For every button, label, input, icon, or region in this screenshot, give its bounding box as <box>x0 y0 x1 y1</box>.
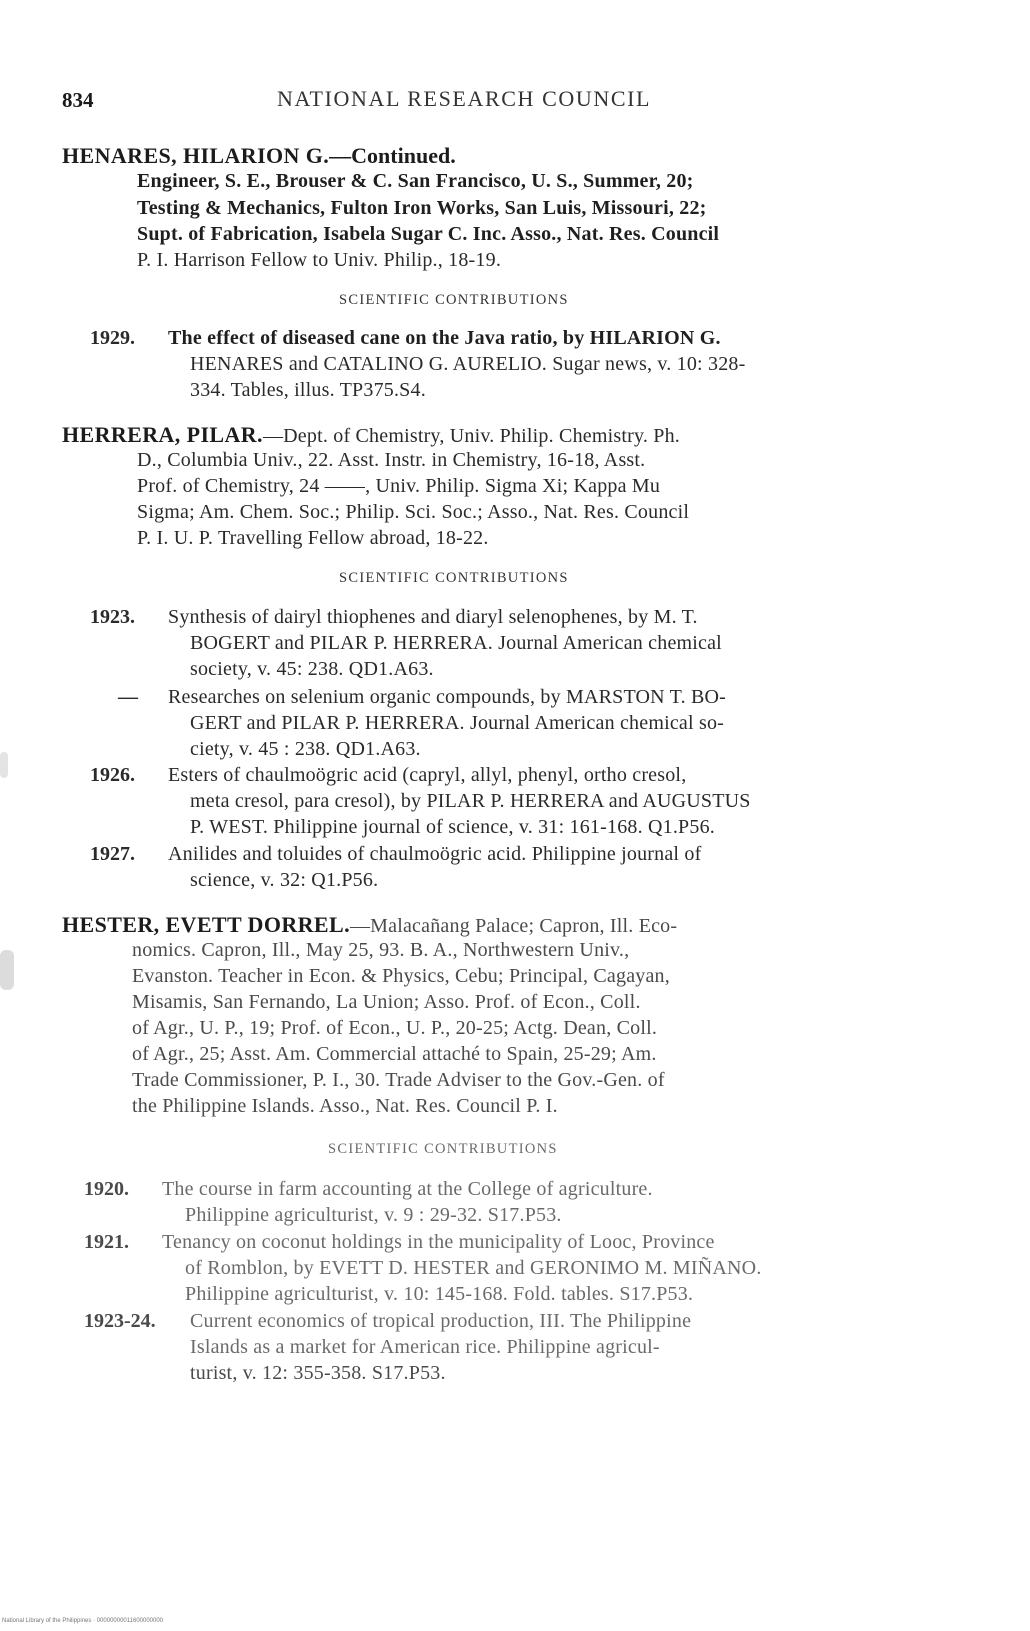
entry-line: nomics. Capron, Ill., May 25, 93. B. A., Northwestern Univ., <box>132 939 630 961</box>
entry-name: HERRERA, PILAR. <box>62 422 263 447</box>
contribution-year: 1927. <box>90 843 135 865</box>
contribution-line: HENARES and CATALINO G. AURELIO. Sugar news, v. 10: 328- <box>190 353 746 375</box>
scan-footer-note: National Library of the Philippines · 00000000011600000000 <box>2 1618 164 1624</box>
contribution-line: Tenancy on coconut holdings in the municipality of Looc, Province <box>162 1231 715 1253</box>
entry-line: Trade Commissioner, P. I., 30. Trade Adviser to the Gov.-Gen. of <box>132 1069 665 1091</box>
entry-line: —Malacañang Palace; Capron, Ill. Eco- <box>349 915 678 937</box>
entry-line: Sigma; Am. Chem. Soc.; Philip. Sci. Soc.; Asso., Nat. Res. Council <box>137 501 690 523</box>
contribution-line: The course in farm accounting at the College of agriculture. <box>162 1178 653 1200</box>
contribution-line: of Romblon, by EVETT D. HESTER and GERONIMO M. MIÑANO. <box>185 1257 762 1279</box>
section-heading-sci-contrib: SCIENTIFIC CONTRIBUTIONS <box>339 292 569 308</box>
contribution-line: BOGERT and PILAR P. HERRERA. Journal American chemical <box>190 632 722 654</box>
contribution-line: society, v. 45: 238. QD1.A63. <box>190 658 434 680</box>
entry-line: Testing & Mechanics, Fulton Iron Works, San Luis, Missouri, 22; <box>137 197 707 219</box>
contribution-line: meta cresol, para cresol), by PILAR P. HERRERA and AUGUSTUS <box>190 790 751 812</box>
contribution-year: 1923-24. <box>84 1310 156 1332</box>
contribution-line: Philippine agriculturist, v. 10: 145-168. Fold. tables. S17.P53. <box>185 1283 694 1305</box>
contribution-year: 1929. <box>90 327 135 349</box>
scan-smudge <box>0 752 8 778</box>
entry-line: Misamis, San Fernando, La Union; Asso. Prof. of Econ., Coll. <box>132 991 641 1013</box>
entry-line: D., Columbia Univ., 22. Asst. Instr. in Chemistry, 16-18, Asst. <box>137 449 646 471</box>
contribution-line: science, v. 32: Q1.P56. <box>190 869 379 891</box>
contribution-line: Researches on selenium organic compounds, by MARSTON T. BO- <box>168 686 727 708</box>
section-heading-sci-contrib: SCIENTIFIC CONTRIBUTIONS <box>328 1141 558 1157</box>
entry-line: Evanston. Teacher in Econ. & Physics, Cebu; Principal, Cagayan, <box>132 965 670 987</box>
contribution-line: 334. Tables, illus. TP375.S4. <box>190 379 426 401</box>
contribution-year: 1920. <box>84 1178 129 1200</box>
scan-smudge <box>0 950 14 990</box>
entry-name: HENARES, HILARION G. <box>62 143 330 168</box>
running-head: NATIONAL RESEARCH COUNCIL <box>277 86 652 111</box>
contribution-year: 1923. <box>90 606 135 628</box>
entry-line: P. I. U. P. Travelling Fellow abroad, 18-22. <box>137 527 489 549</box>
contribution-year: 1921. <box>84 1231 129 1253</box>
contribution-line: The effect of diseased cane on the Java ratio, by HILARION G. <box>168 327 721 349</box>
contribution-line: Esters of chaulmoögric acid (capryl, allyl, phenyl, ortho cresol, <box>168 764 687 786</box>
contribution-line: ciety, v. 45 : 238. QD1.A63. <box>190 738 421 760</box>
contribution-line: Current economics of tropical production, III. The Philippine <box>190 1310 692 1332</box>
entry-line: the Philippine Islands. Asso., Nat. Res. Council P. I. <box>132 1095 558 1117</box>
entry-herrera-heading <box>62 422 680 448</box>
section-heading-sci-contrib: SCIENTIFIC CONTRIBUTIONS <box>339 570 569 586</box>
contribution-line: Philippine agriculturist, v. 9 : 29-32. S17.P53. <box>185 1204 562 1226</box>
entry-name: HESTER, EVETT DORREL. <box>62 912 350 937</box>
contribution-line: Islands as a market for American rice. Philippine agricul- <box>190 1336 660 1358</box>
contribution-line: P. WEST. Philippine journal of science, v. 31: 161-168. Q1.P56. <box>190 816 715 838</box>
page-number: 834 <box>62 88 94 112</box>
continued-note: —Continued. <box>329 143 456 168</box>
contribution-line: GERT and PILAR P. HERRERA. Journal American chemical so- <box>190 712 725 734</box>
entry-line: Supt. of Fabrication, Isabela Sugar C. Inc. Asso., Nat. Res. Council <box>137 223 720 245</box>
entry-line: of Agr., 25; Asst. Am. Commercial attaché to Spain, 25-29; Am. <box>132 1043 657 1065</box>
entry-henares-heading <box>62 143 456 169</box>
entry-line: —Dept. of Chemistry, Univ. Philip. Chemistry. Ph. <box>262 425 680 447</box>
entry-hester-heading <box>62 912 677 938</box>
entry-line: of Agr., U. P., 19; Prof. of Econ., U. P., 20-25; Actg. Dean, Coll. <box>132 1017 658 1039</box>
contribution-year: — <box>118 686 138 708</box>
entry-line: Engineer, S. E., Brouser & C. San Francisco, U. S., Summer, 20; <box>137 170 694 192</box>
entry-line: Prof. of Chemistry, 24 ——, Univ. Philip. Sigma Xi; Kappa Mu <box>137 475 661 497</box>
contribution-year: 1926. <box>90 764 135 786</box>
contribution-line: Anilides and toluides of chaulmoögric acid. Philippine journal of <box>168 843 702 865</box>
entry-line: P. I. Harrison Fellow to Univ. Philip., 18-19. <box>137 249 502 271</box>
contribution-line: turist, v. 12: 355-358. S17.P53. <box>190 1362 446 1384</box>
contribution-line: Synthesis of dairyl thiophenes and diaryl selenophenes, by M. T. <box>168 606 698 628</box>
